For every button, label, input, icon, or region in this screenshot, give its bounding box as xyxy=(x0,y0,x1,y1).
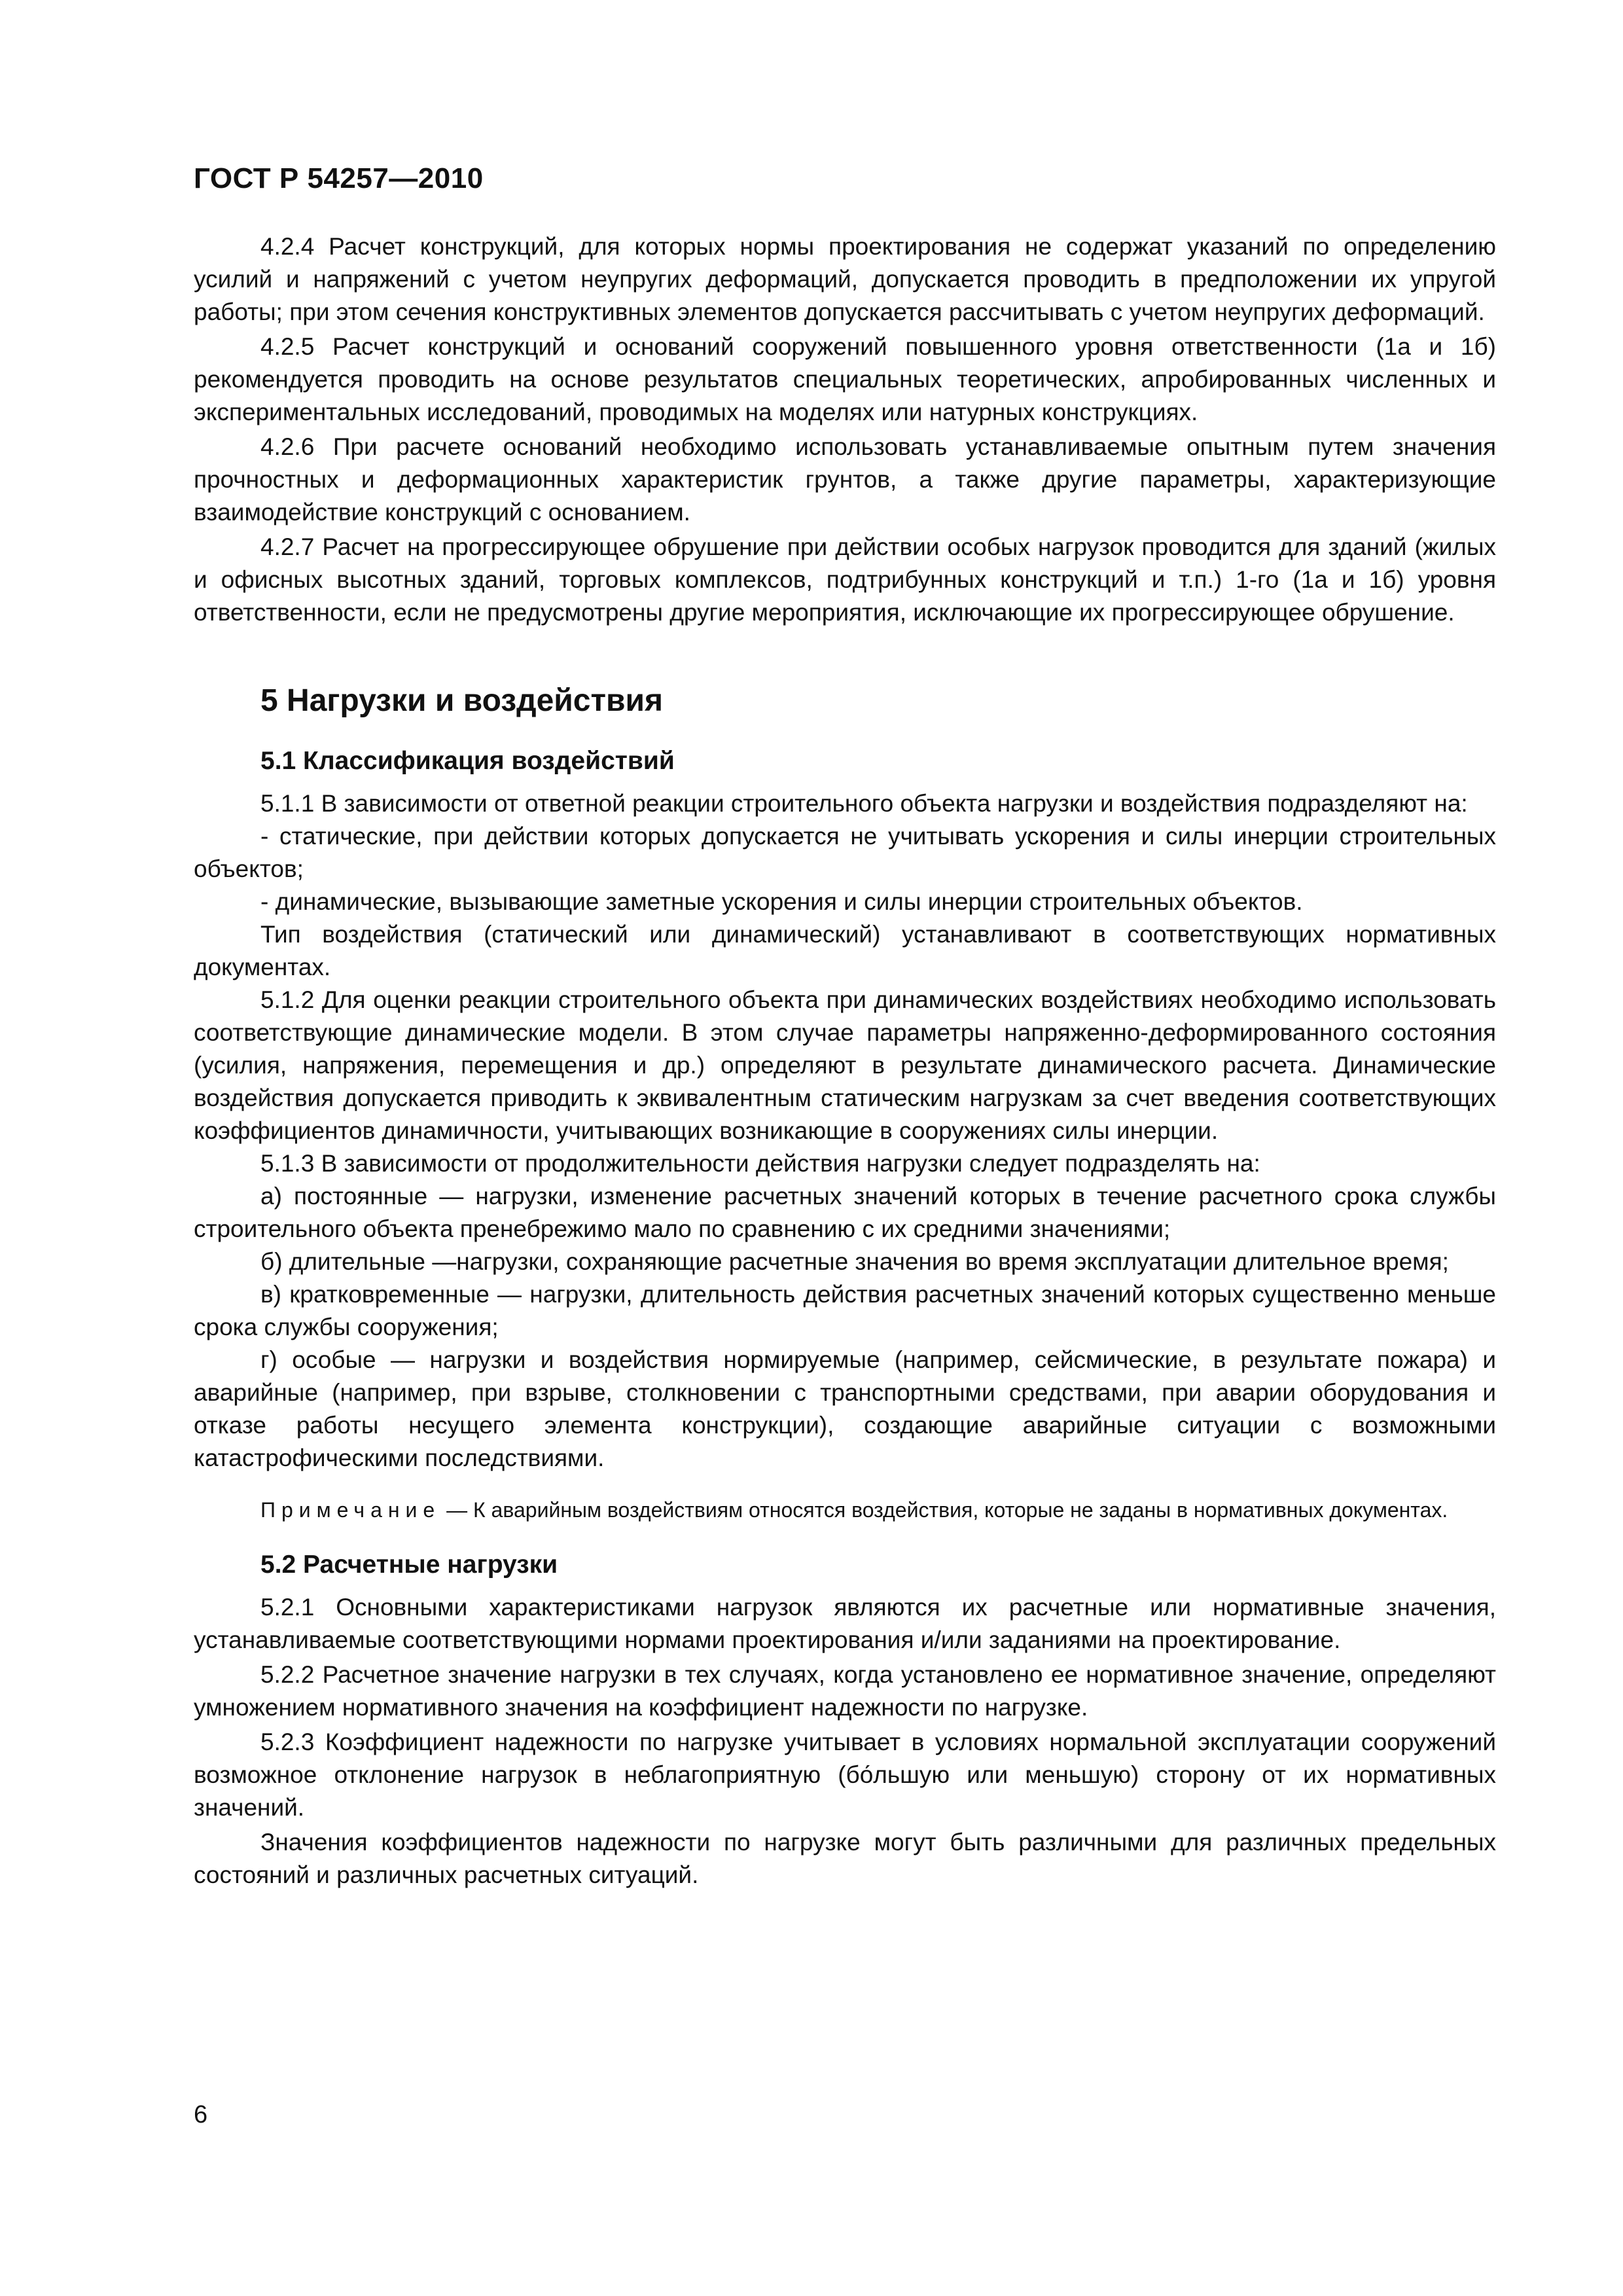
document-body xyxy=(194,230,1496,1892)
list-item-b: б) длительные —нагрузки, сохраняющие расчетные значения во время эксплуатации длительное время; xyxy=(260,1248,1449,1275)
list-item-a: а) постоянные — нагрузки, изменение расчетных значений которых в течение расчетного срока службы строительного объекта пренебрежимо мало по сравнению с их средними значениями; xyxy=(194,1183,1496,1242)
note-label: Примечание xyxy=(260,1498,441,1522)
section-5-heading: 5 Нагрузки и воздействия xyxy=(260,683,664,718)
paragraph-5-2-3: 5.2.3 Коэффициент надежности по нагрузке учитывает в условиях нормальной эксплуатации сооружений возможное отклонение нагрузок в неблагоприятную (бо́льшую или меньшую) сторону от их нормативных значений. xyxy=(194,1729,1496,1821)
list-item-g: г) особые — нагрузки и воздействия нормируемые (например, сейсмические, в результате пожара) и аварийные (например, при взрыве, столкновении с транспортными средствами, при аварии оборудования и отказе работы несущего элемента конструкции), создающие аварийные ситуации с возможными катастрофическими последствиями. xyxy=(194,1346,1496,1471)
paragraph-5-1-2: 5.1.2 Для оценки реакции строительного объекта при динамических воздействиях необходимо использовать соответствующие динамические модели. В этом случае параметры напряженно-деформированного состояния (усилия, напряжения, перемещения и др.) определяют в результате динамического расчета. Динамические воздействия допускается приводить к эквивалентным статическим нагрузкам за счет введения соответствующих коэффициентов динамичности, учитывающих возникающие в сооружениях силы инерции. xyxy=(194,986,1496,1144)
subsection-5-2-heading: 5.2 Расчетные нагрузки xyxy=(260,1551,558,1579)
document-header: ГОСТ Р 54257—2010 xyxy=(194,162,484,194)
paragraph-5-2-1: 5.2.1 Основными характеристиками нагрузок являются их расчетные или нормативные значения, устанавливаемые соответствующими нормами проектирования и/или заданиями на проектирование. xyxy=(194,1594,1496,1653)
page-number: 6 xyxy=(194,2101,208,2128)
paragraph-4-2-5: 4.2.5 Расчет конструкций и оснований сооружений повышенного уровня ответственности (1а и 1б) рекомендуется проводить на основе результатов специальных теоретических, апробированных численных и экспериментальных исследований, проводимых на моделях или натурных конструкциях. xyxy=(194,333,1496,425)
list-item-static: - статические, при действии которых допускается не учитывать ускорения и силы инерции строительных объектов; xyxy=(194,823,1496,882)
paragraph-4-2-4: 4.2.4 Расчет конструкций, для которых нормы проектирования не содержат указаний по определению усилий и напряжений с учетом неупругих деформаций, допускается проводить в предположении их упругой работы; при этом сечения конструктивных элементов допускается рассчитывать с учетом неупругих деформаций. xyxy=(194,233,1496,325)
note-text: — К аварийным воздействиям относятся воздействия, которые не заданы в нормативных документах. xyxy=(440,1498,1448,1522)
paragraph-5-1-1: 5.1.1 В зависимости от ответной реакции строительного объекта нагрузки и воздействия подразделяют на: xyxy=(260,790,1468,817)
paragraph-5-1-3: 5.1.3 В зависимости от продолжительности действия нагрузки следует подразделять на: xyxy=(260,1150,1260,1177)
paragraph-impact-type: Тип воздействия (статический или динамический) устанавливают в соответствующих нормативных документах. xyxy=(194,921,1496,980)
paragraph-5-2-2: 5.2.2 Расчетное значение нагрузки в тех случаях, когда установлено ее нормативное значение, определяют умножением нормативного значения на коэффициент надежности по нагрузке. xyxy=(194,1661,1496,1721)
subsection-5-1-heading: 5.1 Классификация воздействий xyxy=(260,747,675,775)
paragraph-4-2-6: 4.2.6 При расчете оснований необходимо использовать устанавливаемые опытным путем значения прочностных и деформационных характеристик грунтов, а также другие параметры, характеризующие взаимодействие конструкций с основанием. xyxy=(194,433,1496,526)
list-item-dynamic: - динамические, вызывающие заметные ускорения и силы инерции строительных объектов. xyxy=(260,888,1303,915)
paragraph-coefficient-values: Значения коэффициентов надежности по нагрузке могут быть различными для различных предельных состояний и различных расчетных ситуаций. xyxy=(194,1829,1496,1888)
note xyxy=(194,1496,1496,1524)
list-item-v: в) кратковременные — нагрузки, длительность действия расчетных значений которых существенно меньше срока службы сооружения; xyxy=(194,1281,1496,1340)
paragraph-4-2-7: 4.2.7 Расчет на прогрессирующее обрушение при действии особых нагрузок проводится для зданий (жилых и офисных высотных зданий, торговых комплексов, подтрибунных конструкций и т.п.) 1-го (1а и 1б) уровня ответственности, если не предусмотрены другие мероприятия, исключающие их прогрессирующее обрушение. xyxy=(194,533,1496,626)
